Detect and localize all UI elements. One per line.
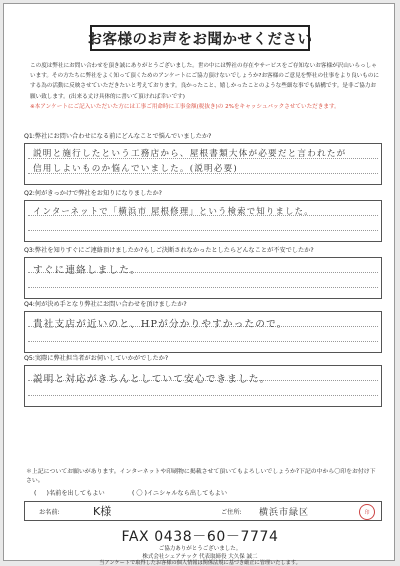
intro-text: [30, 61, 380, 112]
answer-box[interactable]: [24, 311, 382, 353]
handwritten-answer: すぐに連絡しました。: [33, 265, 141, 276]
option-name-public[interactable]: ( )名前を出してもよい: [34, 490, 105, 497]
address-value[interactable]: 横浜市緑区: [259, 507, 310, 518]
option-initial-public[interactable]: ( 〇 )イニシャルなら出してもよい: [132, 490, 228, 497]
question-1: [24, 132, 382, 185]
handwritten-answer: 貴社支店が近いのと、HPが分かりやすかったので。: [33, 319, 288, 330]
question-2: [24, 189, 382, 242]
intro-body: この度は弊社にお問い合わせを頂き誠にありがとうございました。世の中には弊社の存在やサービスをご存知ないお客様が沢山いらっしゃいます。その方たちに弊社をよく知って頂くためのアンケートにご協力頂けないでしょうか?お客様のご意見を弊社の仕事をより良いものにする為の活動に反映させていただきたいと考えております。良かったこと、嬉しかったことのような些細な事でも結構です。是非ご協力お願い致します。(出来る丈け具体的に書いて頂ければ幸いです): [30, 63, 379, 100]
answer-rule: [28, 341, 378, 342]
name-value[interactable]: K様: [93, 505, 112, 518]
question-label: Q4:何が決め手となり弊社にお問い合わせを頂けましたか?: [24, 301, 187, 308]
question-3: [24, 246, 382, 299]
answer-box[interactable]: [24, 143, 382, 185]
seal-stamp-icon: 印: [359, 504, 375, 520]
question-4: [24, 300, 382, 353]
handwritten-answer: 説明と施行したという工務店から、屋根書類大体が必要だと言われたが: [33, 149, 347, 159]
address-label: ご住所:: [221, 508, 242, 516]
footer-privacy: 当アンケートで取得したお客様の個人情報は関係法規に基づき厳正に管理いたします。: [99, 560, 301, 566]
handwritten-answer: インターネットで「横浜市 屋根修理」という検索で知りました。: [33, 206, 314, 216]
question-label: Q3:弊社を知りすぐにご連絡頂けましたか?もしご決断されなかったとしたらどんなことが不安でしたか?: [24, 247, 314, 254]
handwritten-answer: 説明と対応がきちんとしていて安心できました。: [33, 374, 271, 385]
answer-box[interactable]: [24, 200, 382, 242]
footer-thanks: ご協力ありがとうございました。: [158, 546, 242, 552]
question-5: [24, 354, 382, 407]
handwritten-answer: 信用しよいものか悩んでいました。(説明必要): [33, 164, 238, 174]
consent-question: ＊上記についてお願いがあります。インターネットや印刷物に掲載させて頂いてもよろしいでしょうか?下記の中から〇印をお付け下さい。: [26, 469, 376, 484]
cashback-note: ※本アンケートにご記入いただいた方には工事ご用命時に工事金額(税抜き)の 2%をキャッシュバックさせていただきます。: [30, 103, 340, 110]
answer-box[interactable]: [24, 365, 382, 407]
footer-company: 株式会社シェアテック 代表取締役 大久保 誠二: [142, 554, 258, 560]
name-address-row: [24, 501, 382, 521]
answer-rule: [28, 287, 378, 288]
answer-box[interactable]: [24, 257, 382, 299]
name-label: お名前:: [39, 508, 60, 516]
answer-rule: [28, 395, 378, 396]
answer-rule: [28, 230, 378, 231]
question-label: Q2:何がきっかけで弊社をお知りになりましたか?: [24, 190, 162, 197]
question-label: Q5:実際に弊社担当者がお伺いしていかがでしたか?: [24, 355, 169, 362]
question-label: Q1:弊社にお問い合わせになる前にどんなことで悩んでいましたか?: [24, 133, 212, 140]
survey-sheet: [3, 3, 395, 566]
page-title: お客様のお声をお聞かせください: [90, 25, 310, 51]
fax-number: FAX 0438－60－7774: [121, 529, 279, 545]
